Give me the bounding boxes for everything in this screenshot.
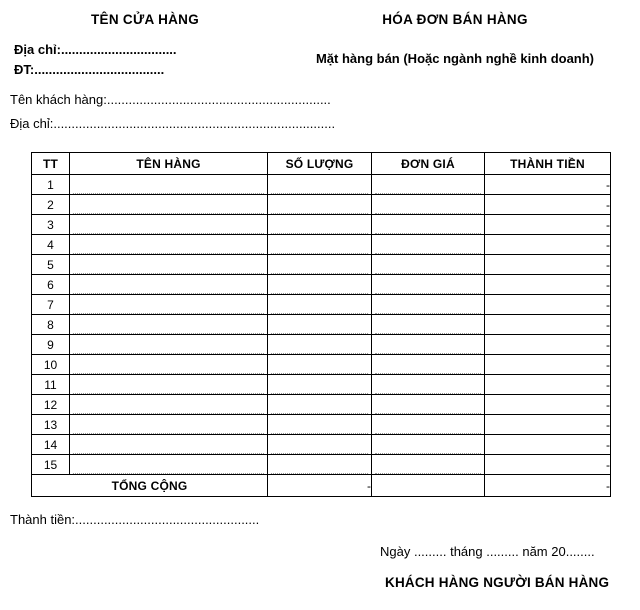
cell-price[interactable] xyxy=(372,335,485,355)
cell-total[interactable]: - xyxy=(485,195,611,215)
table-row xyxy=(32,375,611,395)
customer-block xyxy=(10,92,440,140)
cell-price[interactable] xyxy=(372,455,485,475)
dotted-guide xyxy=(271,233,368,234)
dotted-guide xyxy=(375,473,481,474)
dotted-guide xyxy=(375,293,481,294)
table-summary-row xyxy=(32,475,611,497)
store-phone-label: ĐT:.................................... xyxy=(14,62,165,77)
dotted-guide xyxy=(73,233,264,234)
dotted-guide xyxy=(375,313,481,314)
cell-qty[interactable] xyxy=(268,315,372,335)
table-row xyxy=(32,275,611,295)
cell-price[interactable] xyxy=(372,375,485,395)
customer-name-label: Tên khách hàng:.............................................................. xyxy=(10,92,331,107)
dotted-guide xyxy=(271,413,368,414)
cell-tt: 13 xyxy=(32,415,70,435)
dotted-guide xyxy=(271,273,368,274)
summary-unit-price xyxy=(372,475,485,497)
dotted-guide xyxy=(73,373,264,374)
items-table xyxy=(31,152,611,497)
cell-tt: 15 xyxy=(32,455,70,475)
dotted-guide xyxy=(271,313,368,314)
dotted-guide xyxy=(375,213,481,214)
dotted-guide xyxy=(271,393,368,394)
dotted-guide xyxy=(73,353,264,354)
invoice-title: HÓA ĐƠN BÁN HÀNG xyxy=(382,12,528,27)
dotted-guide xyxy=(271,293,368,294)
cell-qty[interactable] xyxy=(268,395,372,415)
column-header-quantity: SỐ LƯỢNG xyxy=(268,153,372,175)
cell-qty[interactable] xyxy=(268,295,372,315)
cell-total[interactable]: - xyxy=(485,235,611,255)
cell-tt: 7 xyxy=(32,295,70,315)
table-row xyxy=(32,215,611,235)
dotted-guide xyxy=(73,253,264,254)
store-title: TÊN CỬA HÀNG xyxy=(90,12,200,27)
cell-price[interactable] xyxy=(372,355,485,375)
goods-category-line: Mặt hàng bán (Hoặc ngành nghề kinh doanh) xyxy=(315,51,595,66)
cell-tt: 2 xyxy=(32,195,70,215)
customer-address-label: Địa chỉ:.............................................................................. xyxy=(10,116,336,131)
table-row xyxy=(32,335,611,355)
cell-tt: 1 xyxy=(32,175,70,195)
cell-name[interactable] xyxy=(70,335,268,355)
dotted-guide xyxy=(73,413,264,414)
cell-qty[interactable] xyxy=(268,235,372,255)
dotted-guide xyxy=(73,213,264,214)
cell-price[interactable] xyxy=(372,275,485,295)
cell-qty[interactable] xyxy=(268,375,372,395)
dotted-guide xyxy=(271,473,368,474)
cell-total[interactable]: - xyxy=(485,355,611,375)
cell-name[interactable] xyxy=(70,315,268,335)
store-contact-block xyxy=(14,42,304,82)
cell-price[interactable] xyxy=(372,255,485,275)
cell-name[interactable] xyxy=(70,215,268,235)
dotted-guide xyxy=(271,353,368,354)
dotted-guide xyxy=(375,253,481,254)
dotted-guide xyxy=(73,453,264,454)
cell-qty[interactable] xyxy=(268,415,372,435)
dotted-guide xyxy=(375,333,481,334)
cell-name[interactable] xyxy=(70,295,268,315)
cell-tt: 5 xyxy=(32,255,70,275)
table-row xyxy=(32,235,611,255)
cell-total[interactable]: - xyxy=(485,255,611,275)
date-line: Ngày ......... tháng ......... năm 20........ xyxy=(380,544,595,559)
column-header-unit-price: ĐƠN GIÁ xyxy=(372,153,485,175)
cell-price[interactable] xyxy=(372,315,485,335)
cell-total[interactable]: - xyxy=(485,175,611,195)
cell-total[interactable]: - xyxy=(485,395,611,415)
dotted-guide xyxy=(73,433,264,434)
cell-total[interactable]: - xyxy=(485,215,611,235)
cell-name[interactable] xyxy=(70,375,268,395)
dotted-guide xyxy=(73,273,264,274)
cell-total[interactable]: - xyxy=(485,335,611,355)
dotted-guide xyxy=(73,313,264,314)
cell-qty[interactable] xyxy=(268,255,372,275)
dotted-guide xyxy=(375,193,481,194)
cell-price[interactable] xyxy=(372,175,485,195)
cell-total[interactable]: - xyxy=(485,455,611,475)
invoice-header-block xyxy=(290,12,640,66)
dotted-guide xyxy=(73,473,264,474)
table-row xyxy=(32,295,611,315)
dotted-guide xyxy=(271,373,368,374)
dotted-guide xyxy=(375,433,481,434)
dotted-guide xyxy=(73,393,264,394)
cell-price[interactable] xyxy=(372,295,485,315)
dotted-guide xyxy=(375,233,481,234)
table-row xyxy=(32,175,611,195)
cell-qty[interactable] xyxy=(268,355,372,375)
dotted-guide xyxy=(375,273,481,274)
cell-total[interactable]: - xyxy=(485,435,611,455)
items-table-wrapper xyxy=(31,152,610,497)
dotted-guide xyxy=(271,193,368,194)
cell-name[interactable] xyxy=(70,355,268,375)
table-row xyxy=(32,395,611,415)
dotted-guide xyxy=(73,333,264,334)
cell-name[interactable] xyxy=(70,395,268,415)
dotted-guide xyxy=(375,393,481,394)
column-header-amount: THÀNH TIỀN xyxy=(485,153,611,175)
cell-name[interactable] xyxy=(70,415,268,435)
cell-tt: 9 xyxy=(32,335,70,355)
cell-total[interactable]: - xyxy=(485,275,611,295)
cell-total[interactable]: - xyxy=(485,315,611,335)
summary-label: TỔNG CỘNG xyxy=(32,475,268,497)
cell-tt: 6 xyxy=(32,275,70,295)
table-row xyxy=(32,435,611,455)
cell-name[interactable] xyxy=(70,175,268,195)
cell-name[interactable] xyxy=(70,435,268,455)
cell-qty[interactable] xyxy=(268,175,372,195)
dotted-guide xyxy=(73,293,264,294)
summary-quantity: - xyxy=(268,475,372,497)
cell-price[interactable] xyxy=(372,395,485,415)
cell-price[interactable] xyxy=(372,435,485,455)
dotted-guide xyxy=(271,433,368,434)
cell-name[interactable] xyxy=(70,235,268,255)
dotted-guide xyxy=(375,373,481,374)
cell-qty[interactable] xyxy=(268,335,372,355)
table-row xyxy=(32,255,611,275)
dotted-guide xyxy=(271,333,368,334)
cell-tt: 12 xyxy=(32,395,70,415)
dotted-guide xyxy=(375,453,481,454)
summary-total: - xyxy=(485,475,611,497)
dotted-guide xyxy=(271,253,368,254)
cell-price[interactable] xyxy=(372,415,485,435)
dotted-guide xyxy=(271,453,368,454)
cell-qty[interactable] xyxy=(268,195,372,215)
cell-name[interactable] xyxy=(70,275,268,295)
store-address-label: Địa chỉ:................................ xyxy=(14,42,177,57)
cell-total[interactable]: - xyxy=(485,295,611,315)
cell-tt: 4 xyxy=(32,235,70,255)
amount-in-words-line: Thành tiền:................................................... xyxy=(10,512,260,527)
cell-name[interactable] xyxy=(70,255,268,275)
cell-price[interactable] xyxy=(372,195,485,215)
dotted-guide xyxy=(271,213,368,214)
cell-tt: 10 xyxy=(32,355,70,375)
cell-qty[interactable] xyxy=(268,455,372,475)
signature-line: KHÁCH HÀNG NGƯỜI BÁN HÀNG xyxy=(385,575,610,590)
cell-name[interactable] xyxy=(70,195,268,215)
cell-qty[interactable] xyxy=(268,275,372,295)
table-row xyxy=(32,455,611,475)
cell-tt: 3 xyxy=(32,215,70,235)
dotted-guide xyxy=(375,353,481,354)
cell-tt: 14 xyxy=(32,435,70,455)
cell-price[interactable] xyxy=(372,235,485,255)
table-body xyxy=(32,175,611,497)
table-row xyxy=(32,355,611,375)
cell-qty[interactable] xyxy=(268,435,372,455)
table-header-row xyxy=(32,153,611,175)
cell-tt: 11 xyxy=(32,375,70,395)
cell-qty[interactable] xyxy=(268,215,372,235)
cell-total[interactable]: - xyxy=(485,415,611,435)
cell-price[interactable] xyxy=(372,215,485,235)
column-header-name: TÊN HÀNG xyxy=(70,153,268,175)
cell-total[interactable]: - xyxy=(485,375,611,395)
dotted-guide xyxy=(375,413,481,414)
table-row xyxy=(32,415,611,435)
dotted-guide xyxy=(73,193,264,194)
cell-tt: 8 xyxy=(32,315,70,335)
table-row xyxy=(32,315,611,335)
table-row xyxy=(32,195,611,215)
column-header-tt: TT xyxy=(32,153,70,175)
cell-name[interactable] xyxy=(70,455,268,475)
